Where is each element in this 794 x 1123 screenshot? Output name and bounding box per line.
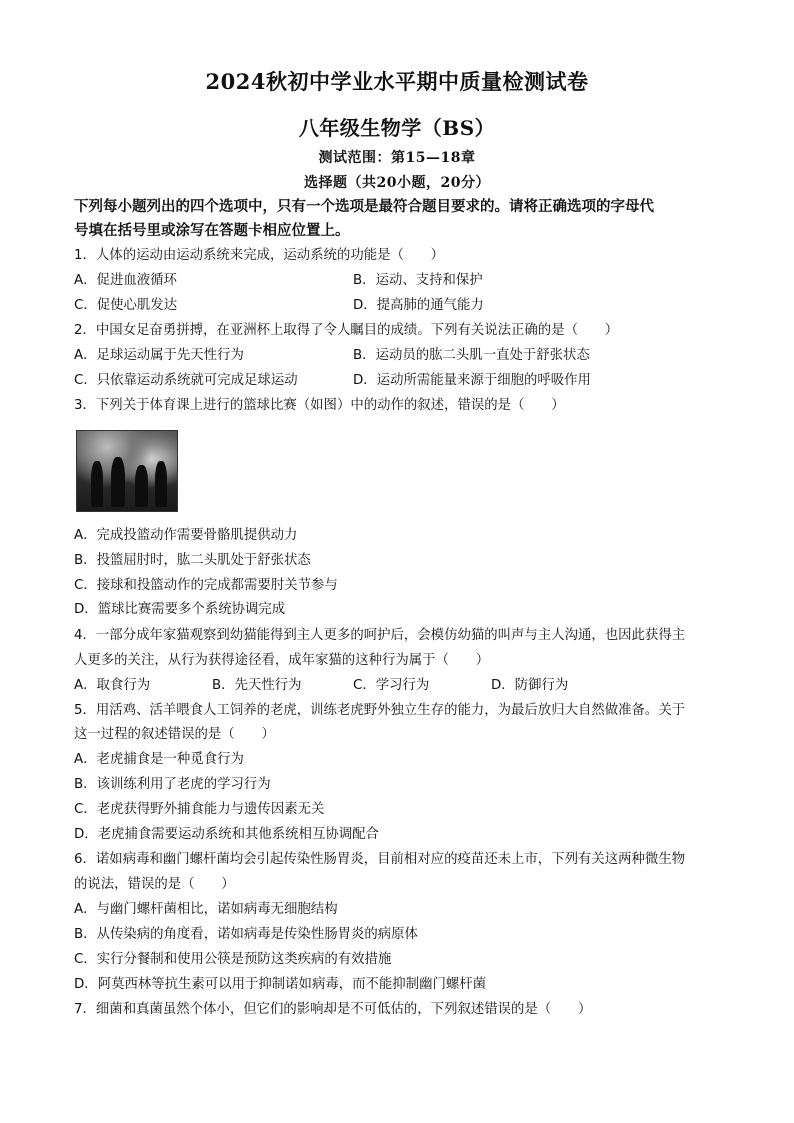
question-6-option-a: A．与幽门螺杆菌相比，诺如病毒无细胞结构 [74,902,338,917]
question-6-option-c: C．实行分餐制和使用公筷是预防这类疾病的有效措施 [74,952,392,967]
question-1-option-c: C．促使心肌发达 [74,298,178,313]
instructions [74,195,724,243]
question-5-option-d: D．老虎捕食需要运动系统和其他系统相互协调配合 [74,827,379,842]
question-1-option-b: B．运动、支持和保护 [353,273,483,288]
question-5-stem-line-1: 5．用活鸡、活羊喂食人工饲养的老虎，训练老虎野外独立生存的能力，为最后放归大自然做准备。关于 [74,703,686,718]
instruction-line: 下列每小题列出的四个选项中，只有一个选项是最符合题目要求的。请将正确选项的字母代 [74,199,654,215]
question-1-stem: 1．人体的运动由运动系统来完成，运动系统的功能是（ ） [74,248,445,263]
question-6-stem-line-2: 的说法，错误的是（ ） [74,877,235,892]
test-scope: 测试范围：第15—18章 [318,150,476,166]
question-1-option-a: A．促进血液循环 [74,273,177,288]
question-4-stem-line-2: 人更多的关注，从行为获得途径看，成年家猫的这种行为属于（ ） [74,653,490,668]
question-5-option-a: A．老虎捕食是一种觅食行为 [74,752,244,767]
question-1-option-d: D．提高肺的通气能力 [353,298,484,313]
instruction-line: 号填在括号里或涂写在答题卡相应位置上。 [74,223,350,239]
question-3-option-c: C．接球和投篮动作的完成都需要肘关节参与 [74,578,338,593]
exam-subtitle: 八年级生物学（BS） [298,116,496,140]
question-6-option-b: B．从传染病的角度看，诺如病毒是传染性肠胃炎的病原体 [74,927,418,942]
question-4-option-c: C．学习行为 [353,678,430,693]
question-4-option-a: A．取食行为 [74,678,151,693]
question-2-stem: 2．中国女足奋勇拼搏，在亚洲杯上取得了令人瞩目的成绩。下列有关说法正确的是（ ） [74,323,619,338]
question-3-stem: 3．下列关于体育课上进行的篮球比赛（如图）中的动作的叙述，错误的是（ ） [74,398,565,413]
exam-title: 2024秋初中学业水平期中质量检测试卷 [205,69,589,94]
question-3-option-a: A．完成投篮动作需要骨骼肌提供动力 [74,528,298,543]
section-heading: 选择题（共20小题，20分） [304,175,490,191]
player-figure [155,461,167,507]
question-2-option-c: C．只依靠运动系统就可完成足球运动 [74,373,298,388]
question-6-stem-line-1: 6．诺如病毒和幽门螺杆菌均会引起传染性肠胃炎，目前相对应的疫苗还未上市，下列有关这两种微生物 [74,852,686,867]
question-4-option-b: B．先天性行为 [212,678,302,693]
question-5-option-b: B．该训练利用了老虎的学习行为 [74,777,271,792]
player-figure [135,465,148,507]
question-2-option-b: B．运动员的肱二头肌一直处于舒张状态 [353,348,590,363]
question-4-option-d: D．防御行为 [491,678,569,693]
question-4-stem-line-1: 4．一部分成年家猫观察到幼猫能得到主人更多的呵护后，会模仿幼猫的叫声与主人沟通，也因此获得主 [74,628,686,643]
player-figure [91,461,103,507]
question-3-option-d: D．篮球比赛需要多个系统协调完成 [74,602,286,617]
question-5-option-c: C．老虎获得野外捕食能力与遗传因素无关 [74,802,325,817]
question-2-option-a: A．足球运动属于先天性行为 [74,348,244,363]
question-2-option-d: D．运动所需能量来源于细胞的呼吸作用 [353,373,591,388]
question-5-stem-line-2: 这一过程的叙述错误的是（ ） [74,727,275,742]
player-figure [111,457,125,507]
question-7-stem: 7．细菌和真菌虽然个体小，但它们的影响却是不可低估的，下列叙述错误的是（ ） [74,1002,592,1017]
question-6-option-d: D．阿莫西林等抗生素可以用于抑制诺如病毒，而不能抑制幽门螺杆菌 [74,977,487,992]
question-3-option-b: B．投篮屈肘时，肱二头肌处于舒张状态 [74,553,311,568]
basketball-photo [76,430,178,512]
